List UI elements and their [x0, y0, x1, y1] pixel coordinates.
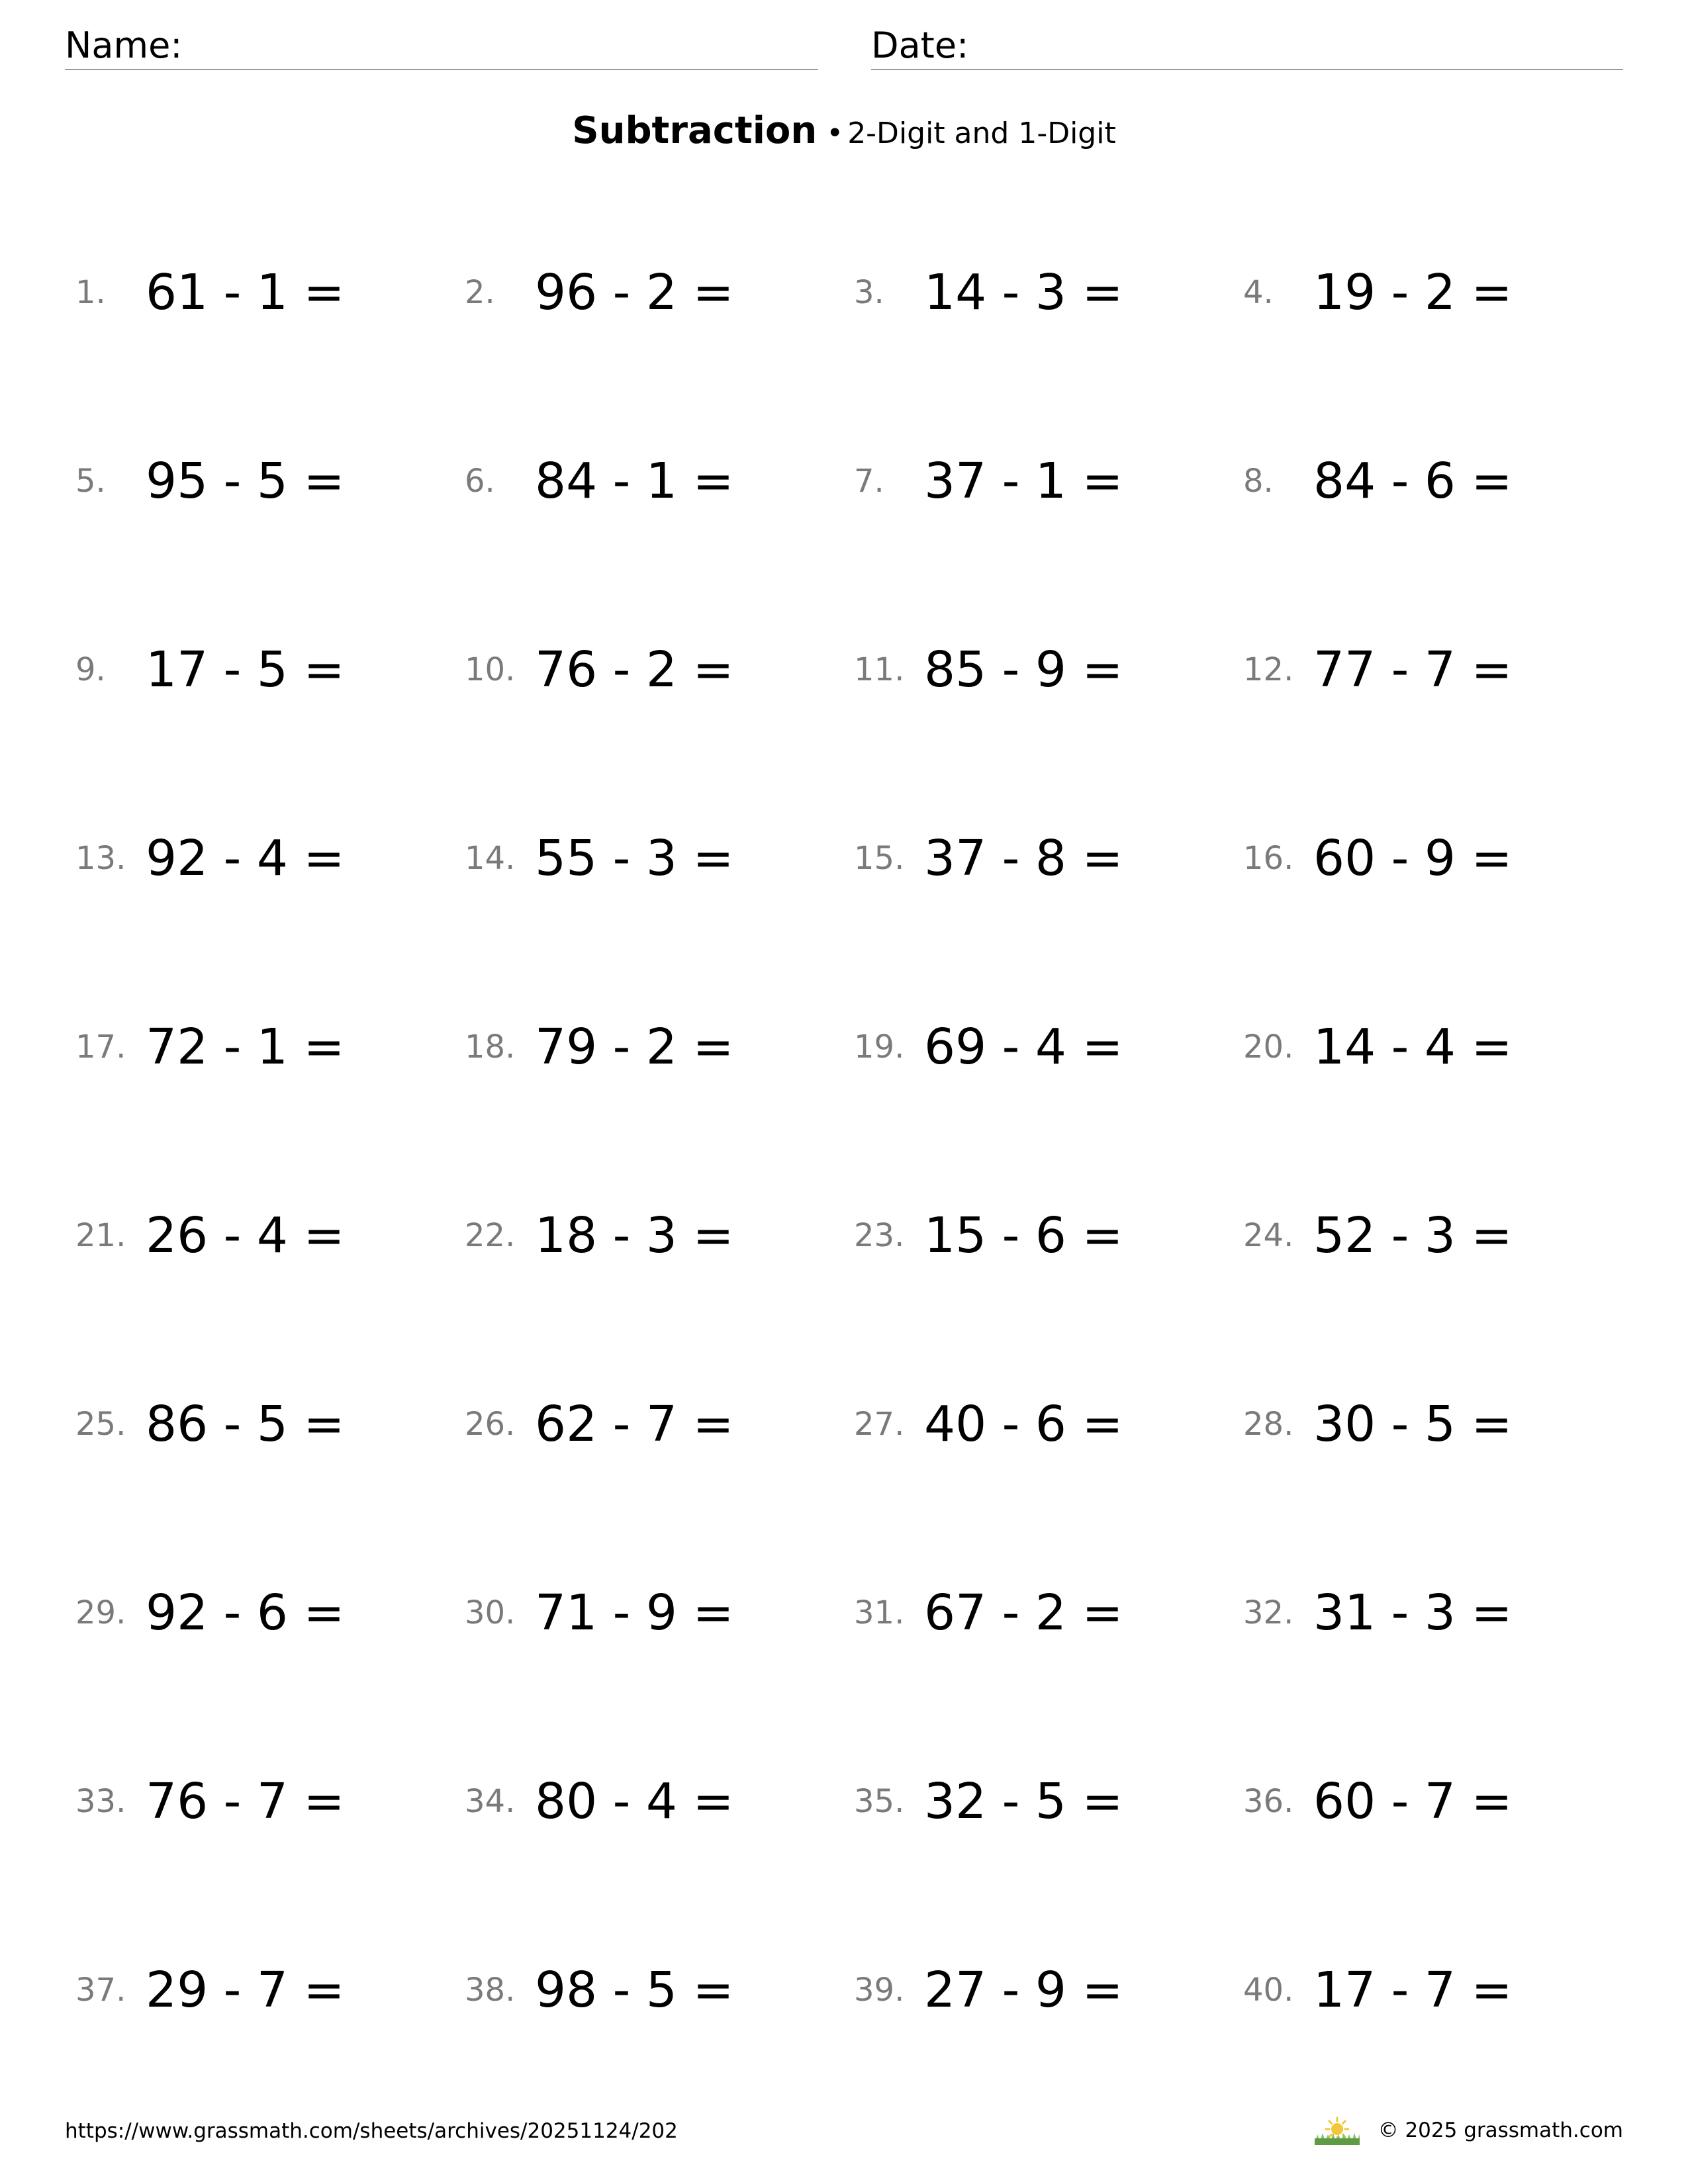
problem-expression: 14 - 4 =	[1313, 1019, 1513, 1075]
problem-number: 6.	[465, 463, 495, 500]
problem-expression: 92 - 6 =	[146, 1584, 345, 1641]
problem-item	[75, 1956, 465, 2144]
grass-sun-logo-icon	[1313, 2115, 1361, 2146]
problem-item	[1243, 1390, 1632, 1578]
problem-expression: 69 - 4 =	[924, 1019, 1123, 1075]
problem-item	[854, 635, 1243, 824]
problem-expression: 60 - 7 =	[1313, 1773, 1513, 1830]
problem-number: 38.	[465, 1972, 516, 2009]
problem-expression: 19 - 2 =	[1313, 264, 1513, 321]
problem-number: 30.	[465, 1594, 516, 1631]
problem-item	[854, 447, 1243, 635]
problem-item	[465, 1767, 854, 1956]
problem-item	[854, 1201, 1243, 1390]
problem-item	[1243, 635, 1632, 824]
problem-number: 5.	[75, 463, 106, 500]
problem-expression: 31 - 3 =	[1313, 1584, 1513, 1641]
problem-expression: 52 - 3 =	[1313, 1207, 1513, 1264]
title-bullet: •	[826, 116, 844, 150]
problem-number: 39.	[854, 1972, 905, 2009]
problem-expression: 84 - 6 =	[1313, 453, 1513, 510]
problem-number: 12.	[1243, 651, 1294, 688]
problem-expression: 85 - 9 =	[924, 641, 1123, 698]
problem-expression: 14 - 3 =	[924, 264, 1123, 321]
problem-expression: 71 - 9 =	[535, 1584, 734, 1641]
problem-number: 7.	[854, 463, 884, 500]
problem-item	[1243, 447, 1632, 635]
problem-expression: 32 - 5 =	[924, 1773, 1123, 1830]
problem-number: 13.	[75, 840, 126, 877]
problem-number: 9.	[75, 651, 106, 688]
problem-expression: 18 - 3 =	[535, 1207, 734, 1264]
footer-brand	[1313, 2113, 1623, 2148]
problem-expression: 79 - 2 =	[535, 1019, 734, 1075]
problem-expression: 80 - 4 =	[535, 1773, 734, 1830]
problem-number: 26.	[465, 1406, 516, 1443]
problem-item	[1243, 258, 1632, 447]
title-main: Subtraction	[572, 109, 818, 152]
problem-number: 4.	[1243, 274, 1274, 311]
problem-item	[854, 1767, 1243, 1956]
problem-item	[465, 258, 854, 447]
worksheet-title	[0, 105, 1688, 166]
name-field[interactable]	[65, 24, 818, 70]
problem-item	[75, 635, 465, 824]
problem-item	[75, 1390, 465, 1578]
problem-number: 32.	[1243, 1594, 1294, 1631]
problem-grid	[75, 258, 1624, 2144]
problem-item	[75, 1201, 465, 1390]
problem-expression: 29 - 7 =	[146, 1962, 345, 2019]
problem-item	[465, 635, 854, 824]
problem-item	[465, 447, 854, 635]
problem-number: 31.	[854, 1594, 905, 1631]
problem-number: 23.	[854, 1217, 905, 1254]
problem-expression: 15 - 6 =	[924, 1207, 1123, 1264]
problem-expression: 17 - 7 =	[1313, 1962, 1513, 2019]
problem-number: 15.	[854, 840, 905, 877]
footer-url: https://www.grassmath.com/sheets/archives/20251124/202	[65, 2119, 678, 2143]
problem-number: 29.	[75, 1594, 126, 1631]
problem-expression: 76 - 2 =	[535, 641, 734, 698]
problem-number: 27.	[854, 1406, 905, 1443]
problem-item	[75, 1578, 465, 1767]
problem-expression: 96 - 2 =	[535, 264, 734, 321]
problem-expression: 92 - 4 =	[146, 830, 345, 887]
problem-expression: 37 - 1 =	[924, 453, 1123, 510]
problem-item	[1243, 824, 1632, 1013]
problem-item	[854, 1013, 1243, 1201]
problem-expression: 27 - 9 =	[924, 1962, 1123, 2019]
problem-item	[465, 1956, 854, 2144]
problem-item	[465, 1578, 854, 1767]
problem-item	[854, 1956, 1243, 2144]
problem-number: 24.	[1243, 1217, 1294, 1254]
problem-number: 36.	[1243, 1783, 1294, 1820]
problem-number: 28.	[1243, 1406, 1294, 1443]
problem-item	[75, 1767, 465, 1956]
problem-number: 3.	[854, 274, 884, 311]
problem-item	[75, 447, 465, 635]
footer-copyright: © 2025 grassmath.com	[1378, 2118, 1623, 2142]
problem-item	[854, 258, 1243, 447]
problem-number: 40.	[1243, 1972, 1294, 2009]
problem-item	[75, 824, 465, 1013]
problem-expression: 76 - 7 =	[146, 1773, 345, 1830]
problem-item	[1243, 1578, 1632, 1767]
problem-expression: 98 - 5 =	[535, 1962, 734, 2019]
problem-item	[465, 824, 854, 1013]
problem-expression: 37 - 8 =	[924, 830, 1123, 887]
title-subtitle: 2-Digit and 1-Digit	[847, 116, 1116, 150]
problem-expression: 40 - 6 =	[924, 1396, 1123, 1453]
problem-number: 8.	[1243, 463, 1274, 500]
problem-number: 10.	[465, 651, 516, 688]
problem-expression: 95 - 5 =	[146, 453, 345, 510]
problem-expression: 26 - 4 =	[146, 1207, 345, 1264]
problem-number: 14.	[465, 840, 516, 877]
problem-expression: 30 - 5 =	[1313, 1396, 1513, 1453]
problem-item	[854, 824, 1243, 1013]
problem-item	[465, 1013, 854, 1201]
problem-item	[854, 1390, 1243, 1578]
problem-expression: 17 - 5 =	[146, 641, 345, 698]
problem-item	[465, 1390, 854, 1578]
date-label: Date:	[871, 24, 969, 66]
problem-expression: 84 - 1 =	[535, 453, 734, 510]
problem-number: 37.	[75, 1972, 126, 2009]
problem-item	[1243, 1201, 1632, 1390]
problem-number: 21.	[75, 1217, 126, 1254]
header	[65, 24, 1623, 70]
problem-expression: 60 - 9 =	[1313, 830, 1513, 887]
problem-expression: 67 - 2 =	[924, 1584, 1123, 1641]
problem-number: 16.	[1243, 840, 1294, 877]
problem-expression: 62 - 7 =	[535, 1396, 734, 1453]
problem-item	[465, 1201, 854, 1390]
problem-expression: 72 - 1 =	[146, 1019, 345, 1075]
problem-item	[1243, 1767, 1632, 1956]
problem-number: 33.	[75, 1783, 126, 1820]
problem-item	[75, 1013, 465, 1201]
problem-item	[1243, 1013, 1632, 1201]
problem-expression: 86 - 5 =	[146, 1396, 345, 1453]
problem-number: 19.	[854, 1028, 905, 1066]
problem-number: 2.	[465, 274, 495, 311]
problem-number: 22.	[465, 1217, 516, 1254]
problem-expression: 55 - 3 =	[535, 830, 734, 887]
problem-number: 20.	[1243, 1028, 1294, 1066]
problem-expression: 61 - 1 =	[146, 264, 345, 321]
problem-number: 18.	[465, 1028, 516, 1066]
problem-item	[854, 1578, 1243, 1767]
date-field[interactable]	[871, 24, 1623, 70]
problem-number: 34.	[465, 1783, 516, 1820]
problem-number: 11.	[854, 651, 905, 688]
problem-number: 25.	[75, 1406, 126, 1443]
problem-number: 35.	[854, 1783, 905, 1820]
problem-number: 17.	[75, 1028, 126, 1066]
problem-item	[75, 258, 465, 447]
problem-number: 1.	[75, 274, 106, 311]
problem-expression: 77 - 7 =	[1313, 641, 1513, 698]
name-label: Name:	[65, 24, 183, 66]
